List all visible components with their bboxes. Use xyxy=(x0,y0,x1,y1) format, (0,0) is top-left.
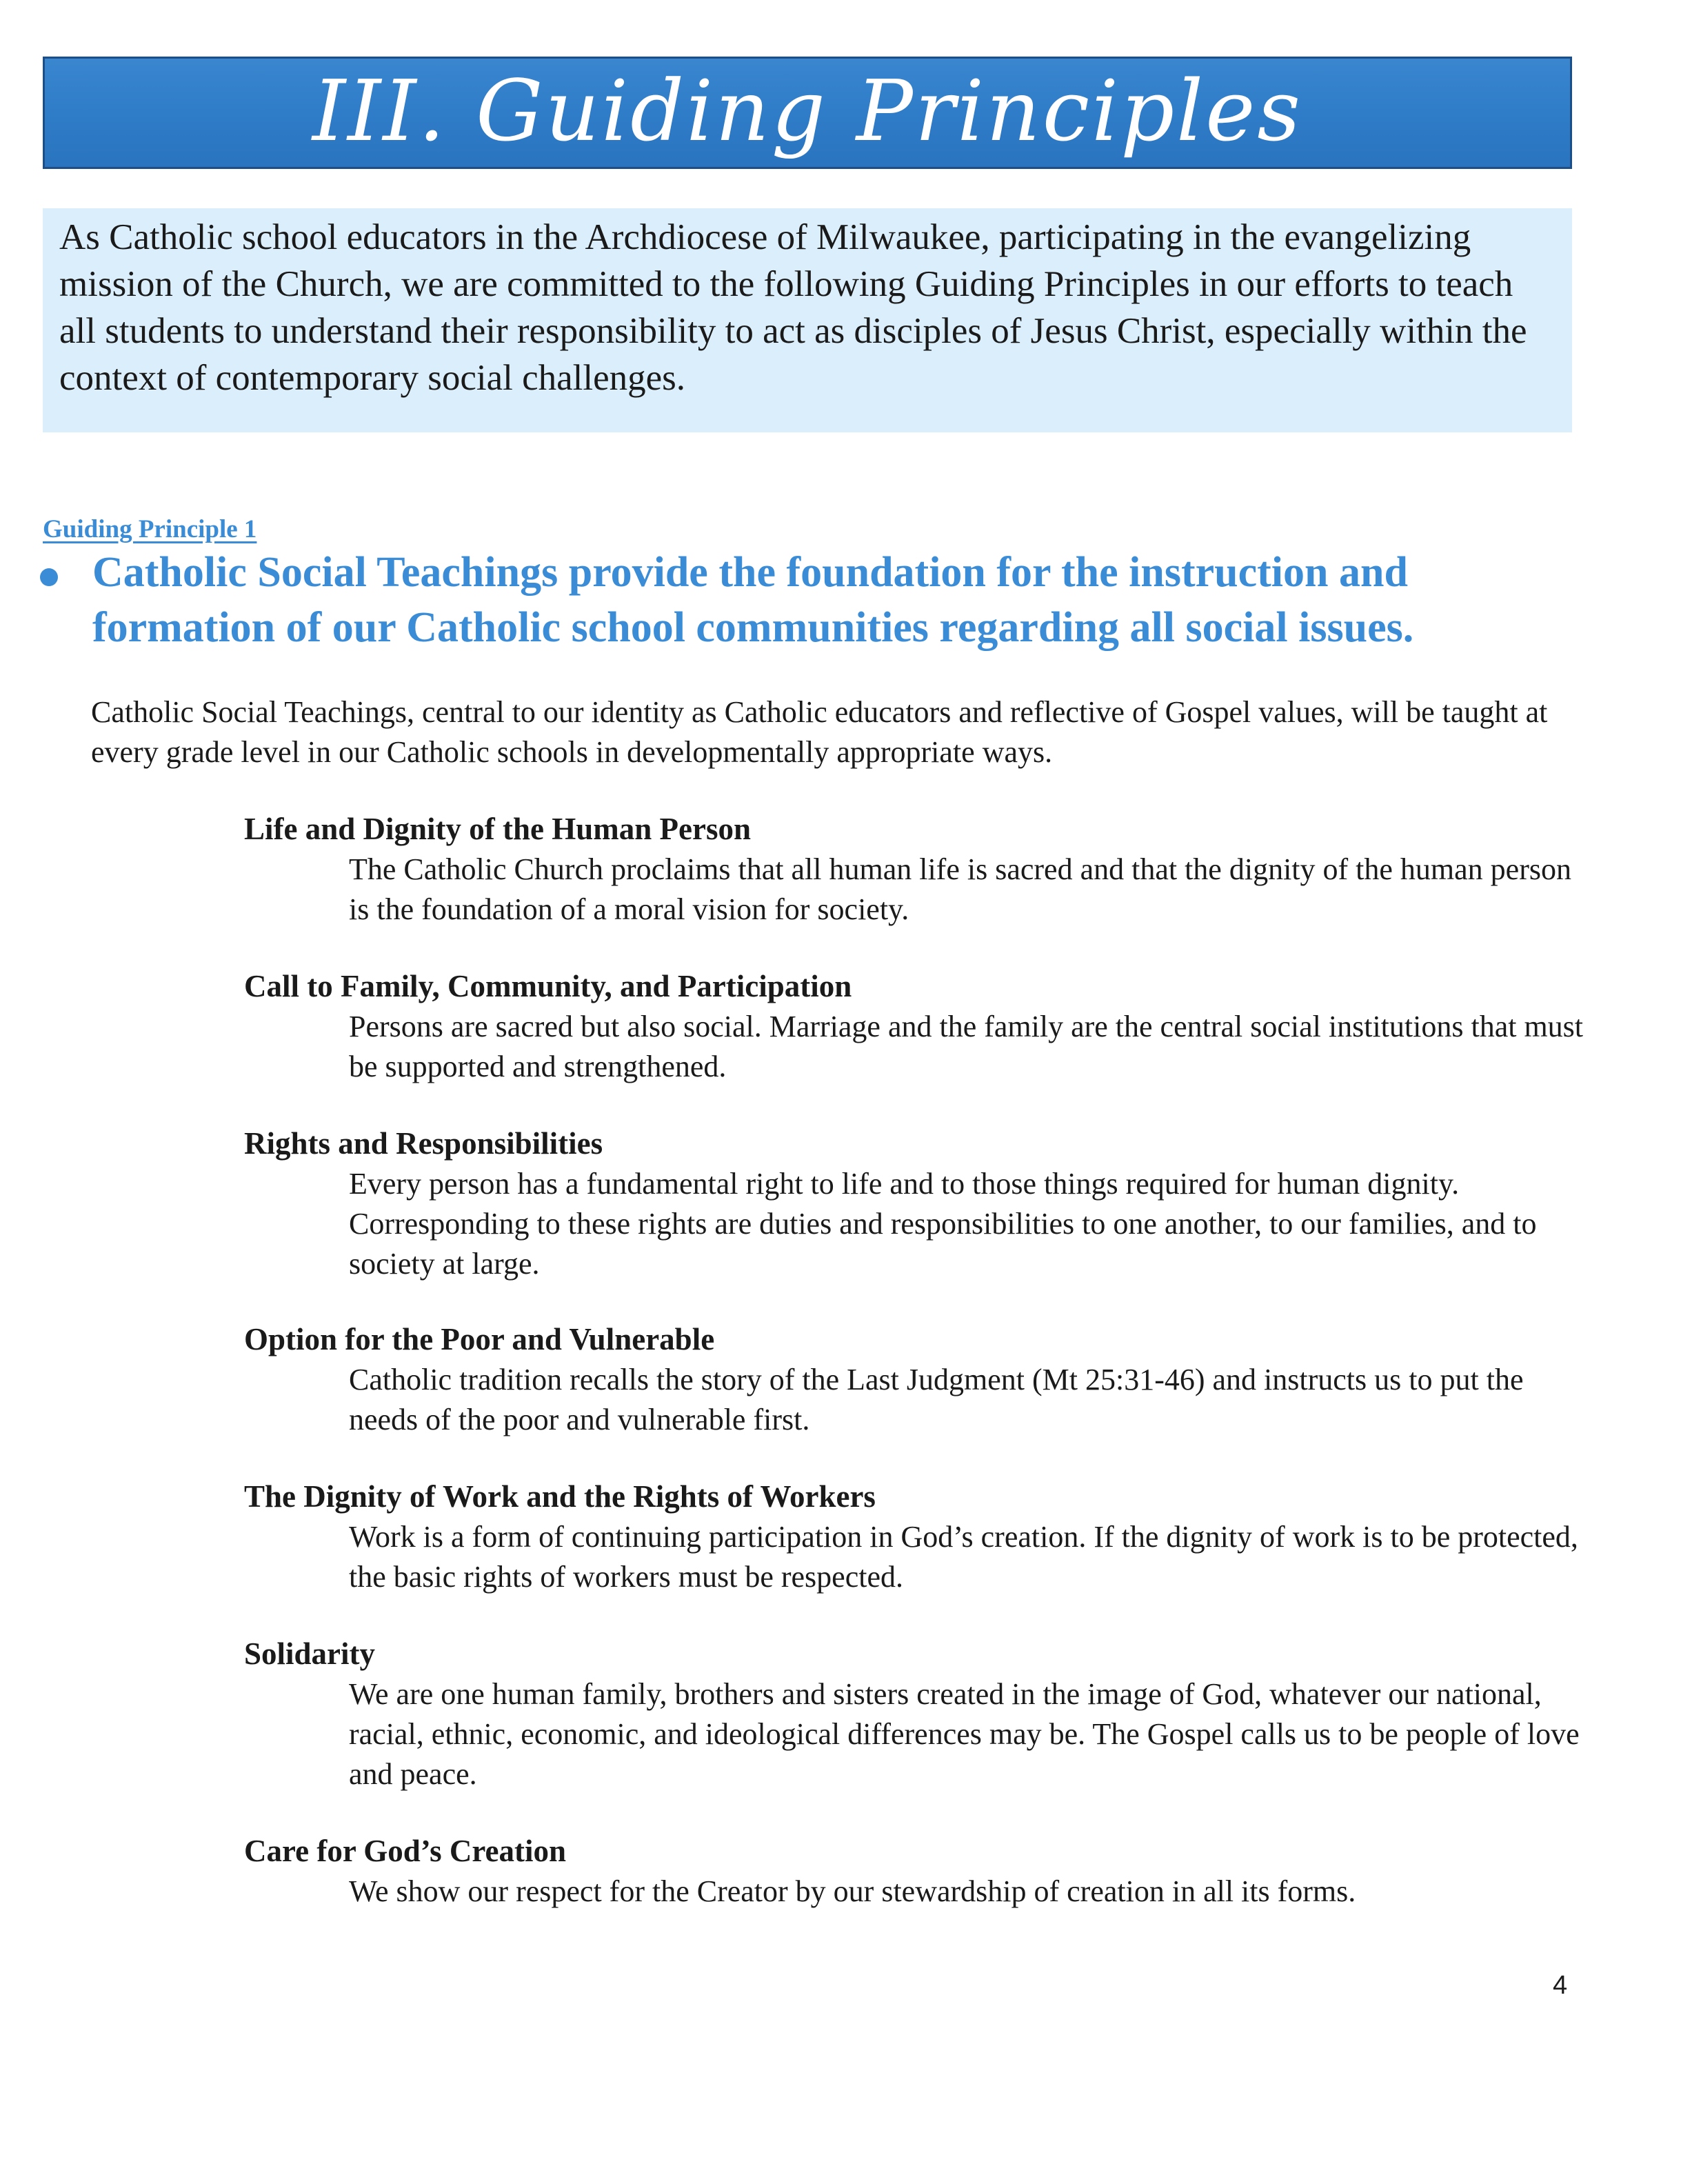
intro-box xyxy=(43,208,1572,432)
principle-item xyxy=(244,1832,1589,1921)
principle-item xyxy=(244,967,1589,1124)
heading-line-1: Catholic Social Teachings provide the foundation for the instruction and xyxy=(92,549,1408,596)
principle-item xyxy=(244,1634,1589,1832)
principle-desc: Catholic tradition recalls the story of the Last Judgment (Mt 25:31-46) and instructs us to put the needs of the poor and vulnerable first. xyxy=(349,1363,1524,1436)
principle-title: Solidarity xyxy=(244,1636,376,1671)
guiding-principle-heading xyxy=(40,545,1571,655)
principle-item xyxy=(244,810,1589,967)
principle-item xyxy=(244,1124,1589,1320)
principle-title: Option for the Poor and Vulnerable xyxy=(244,1322,715,1356)
intro-text: As Catholic school educators in the Archdiocese of Milwaukee, participating in the evangelizing mission of the Church, we are committed to the following Guiding Principles in our efforts to teach all students to understand their responsibility to act as disciples of Jesus Christ, especially within the context of contemporary social challenges. xyxy=(59,217,1527,398)
principle-desc: The Catholic Church proclaims that all human life is sacred and that the dignity of the human person is the foundation of a moral vision for society. xyxy=(349,852,1571,926)
guiding-principle-label: Guiding Principle 1 xyxy=(43,515,257,543)
guiding-principle-heading-text xyxy=(92,545,1413,655)
principle-item xyxy=(244,1320,1589,1477)
principle-item xyxy=(244,1477,1589,1634)
principle-title: Call to Family, Community, and Participation xyxy=(244,969,852,1003)
principles-list xyxy=(244,810,1589,1921)
principle-title: The Dignity of Work and the Rights of Workers xyxy=(244,1479,876,1514)
guiding-principle-body: Catholic Social Teachings, central to our identity as Catholic educators and reflective of Gospel values, will be taught at every grade level in our Catholic schools in developmentally appropriate ways. xyxy=(91,695,1548,769)
principle-title: Life and Dignity of the Human Person xyxy=(244,812,752,846)
page-number: 4 xyxy=(1553,1971,1568,2000)
principle-desc: Persons are sacred but also social. Marriage and the family are the central social institutions that must be supported and strengthened. xyxy=(349,1010,1584,1083)
principle-desc: Work is a form of continuing participation in God’s creation. If the dignity of work is to be protected, the basic rights of workers must be respected. xyxy=(349,1520,1578,1594)
principle-title: Care for God’s Creation xyxy=(244,1834,567,1868)
section-banner xyxy=(43,57,1572,169)
bullet-icon xyxy=(40,568,58,586)
principle-desc: We show our respect for the Creator by our stewardship of creation in all its forms. xyxy=(349,1874,1356,1908)
section-title: III. Guiding Principles xyxy=(312,61,1303,160)
principle-desc: We are one human family, brothers and sisters created in the image of God, whatever our national, racial, ethnic, economic, and ideological differences may be. The Gospel calls us to be people of love and peace. xyxy=(349,1677,1580,1791)
principle-title: Rights and Responsibilities xyxy=(244,1126,603,1161)
heading-line-2: formation of our Catholic school communities regarding all social issues. xyxy=(92,604,1414,651)
principle-desc: Every person has a fundamental right to life and to those things required for human dignity. Corresponding to these rights are duties and responsibilities to one another, to our families, and to society at large. xyxy=(349,1167,1537,1281)
